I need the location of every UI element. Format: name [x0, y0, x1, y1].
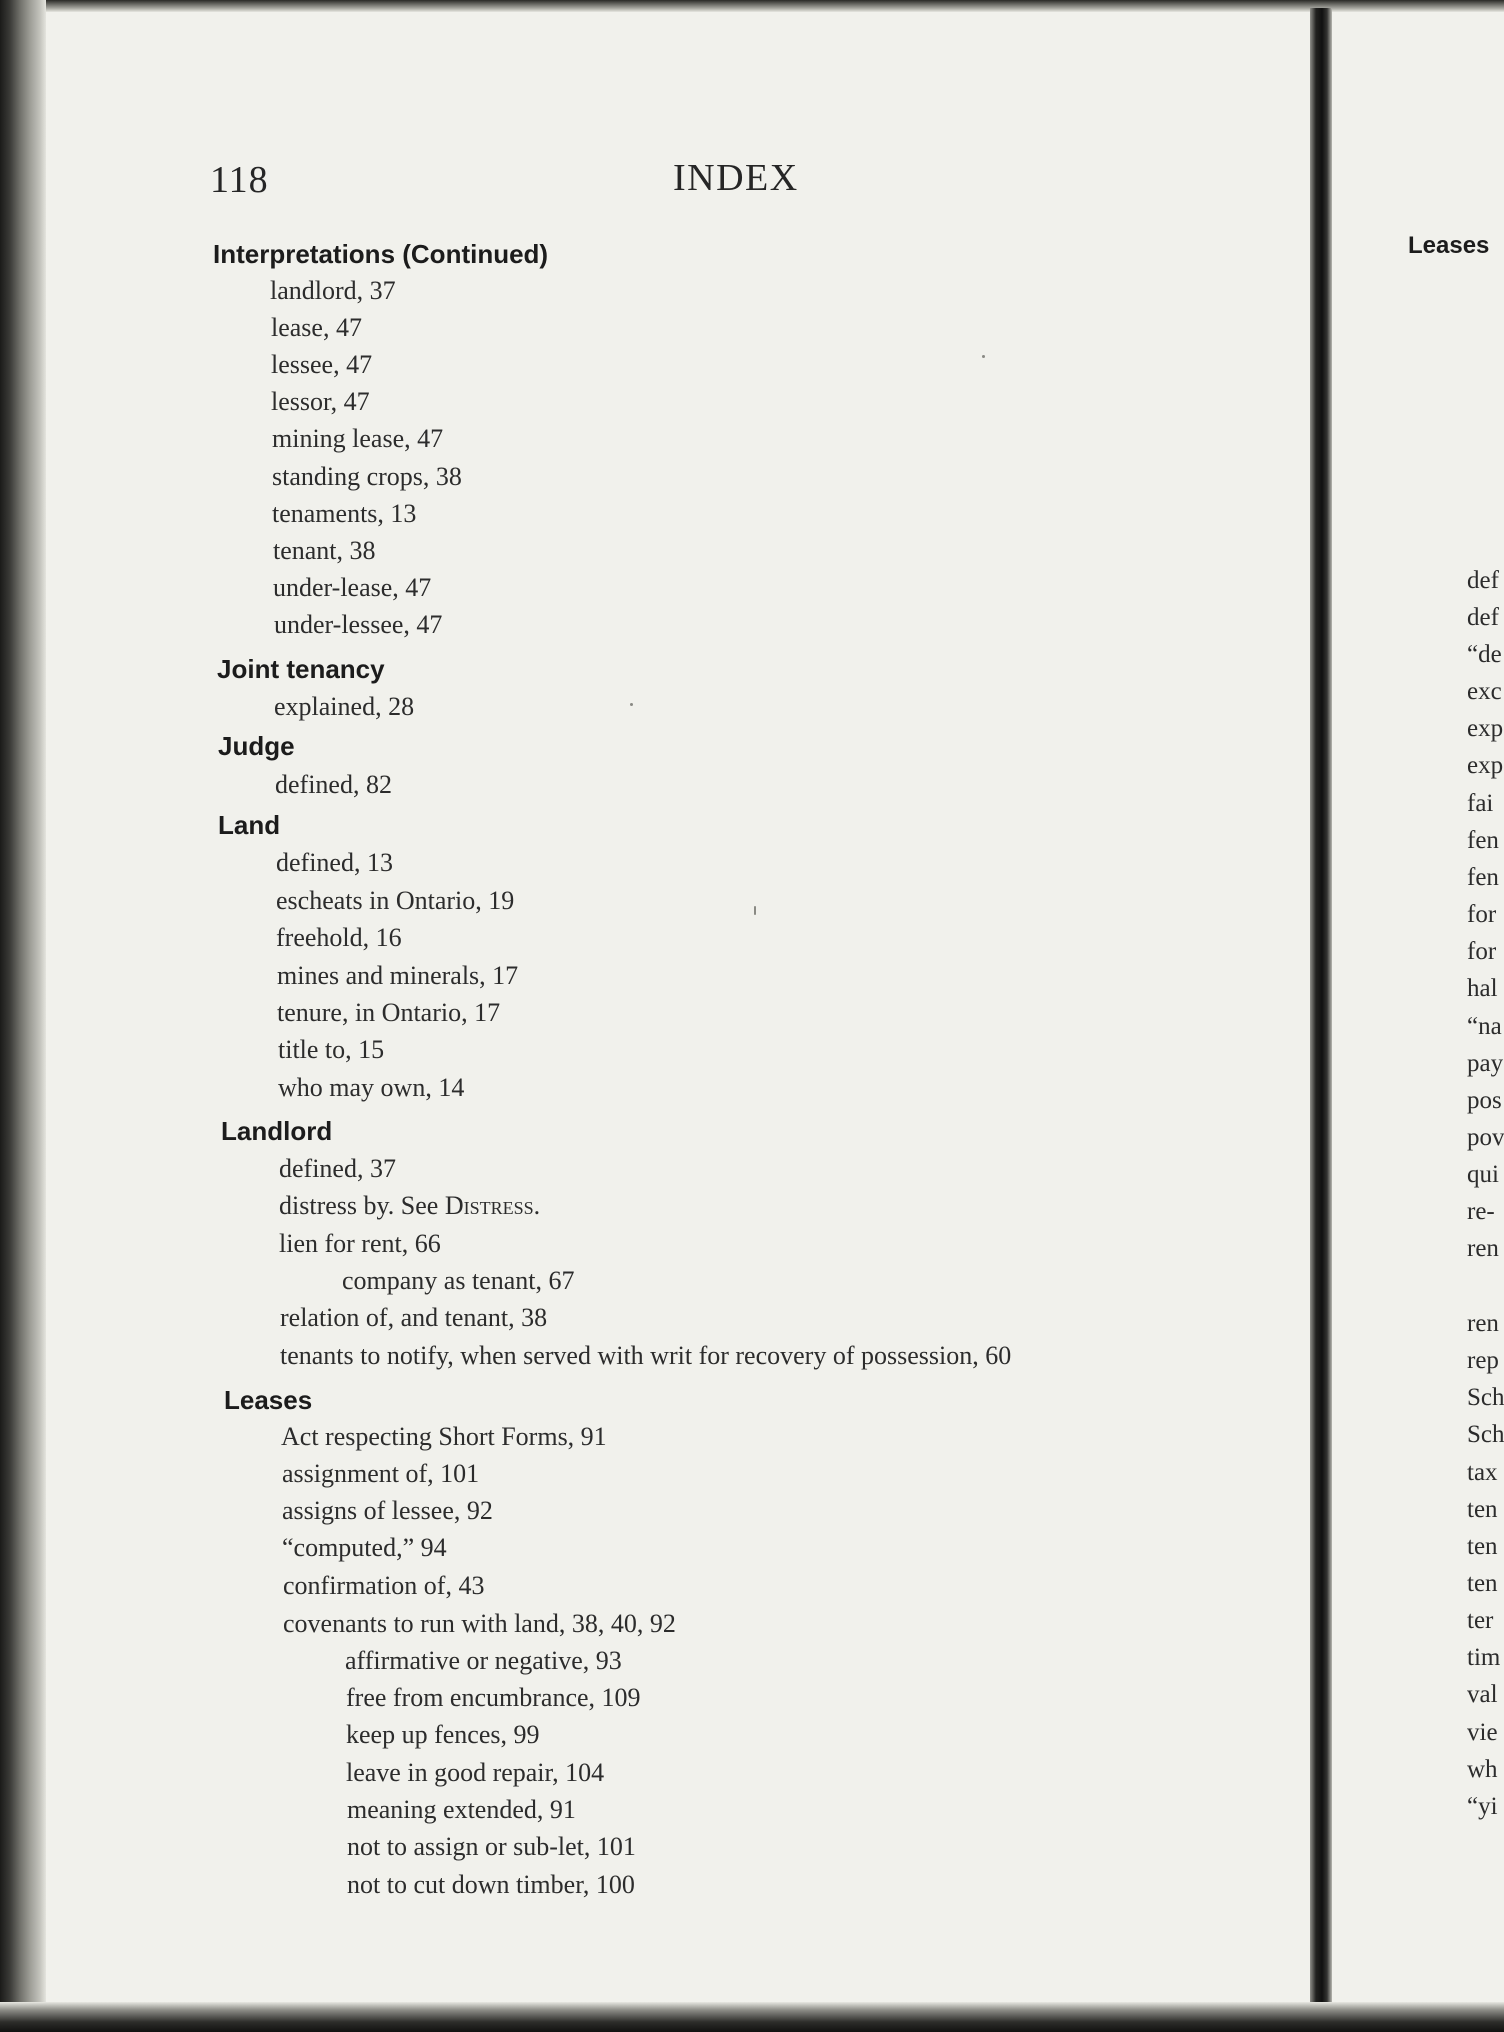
facing-page-fragment: qui: [1467, 1161, 1499, 1188]
entry-text: Judge: [218, 731, 295, 761]
entry-text: leave in good repair, 104: [346, 1758, 605, 1787]
entry-text: lessor, 47: [271, 387, 370, 416]
facing-page-fragment: Sch: [1467, 1384, 1504, 1411]
facing-page-fragment: “na: [1467, 1013, 1502, 1040]
facing-page-fragment: ten: [1467, 1496, 1498, 1523]
index-subentry: [278, 1072, 464, 1104]
facing-page-fragment: ren: [1467, 1235, 1499, 1262]
running-head: INDEX: [673, 157, 799, 199]
entry-text: relation of, and tenant, 38: [280, 1303, 548, 1332]
facing-page-fragment: rep: [1467, 1347, 1499, 1374]
entry-text: tenant, 38: [273, 536, 376, 565]
index-subentry: [271, 349, 372, 381]
entry-text: tenaments, 13: [272, 499, 417, 528]
index-subentry: [283, 1570, 484, 1602]
entry-text: distress by. See: [279, 1191, 439, 1220]
index-subentry: [274, 691, 414, 723]
index-subentry: [279, 1228, 441, 1260]
entry-text: defined, 37: [279, 1154, 396, 1183]
entry-text: landlord, 37: [270, 276, 396, 305]
entry-text: assigns of lessee, 92: [282, 1496, 493, 1525]
entry-text: standing crops, 38: [272, 462, 462, 491]
entry-text: not to cut down timber, 100: [347, 1870, 635, 1899]
entry-text: lease, 47: [271, 313, 362, 342]
entry-text: not to assign or sub-let, 101: [347, 1832, 636, 1861]
entry-text: defined, 13: [276, 848, 393, 877]
facing-page-fragment: “de: [1467, 641, 1502, 668]
facing-page-fragment: pov: [1467, 1124, 1504, 1151]
entry-text: Joint tenancy: [217, 654, 385, 684]
index-subsubentry: [345, 1645, 622, 1677]
entry-text: tenants to notify, when served with writ for recovery of possession, 60: [280, 1341, 1012, 1370]
facing-page-fragment: val: [1467, 1681, 1498, 1708]
entry-text: keep up fences, 99: [346, 1720, 540, 1749]
entry-text: title to, 15: [278, 1035, 385, 1064]
entry-text: mining lease, 47: [272, 424, 444, 453]
facing-page-fragment: pay: [1467, 1050, 1504, 1077]
entry-text: explained, 28: [274, 692, 415, 721]
index-subentry: [271, 312, 362, 344]
facing-page-fragment: re-: [1467, 1198, 1495, 1225]
index-heading: [217, 653, 385, 685]
index-subentry: [274, 609, 442, 641]
entry-text: lien for rent, 66: [279, 1229, 441, 1258]
facing-page-fragment: wh: [1467, 1756, 1498, 1783]
page-bottom-edge: [0, 2002, 1504, 2032]
page-top-edge: [0, 0, 1504, 12]
index-subentry: [277, 960, 518, 992]
paper-speck: [982, 355, 985, 358]
page-number: 118: [210, 159, 269, 201]
index-subsubentry: [347, 1831, 636, 1863]
index-subentry: [271, 386, 370, 418]
entry-text: tenure, in Ontario, 17: [277, 998, 501, 1027]
page-gutter: [1310, 8, 1332, 2002]
entry-text: who may own, 14: [278, 1073, 465, 1102]
facing-page-fragment: ten: [1467, 1533, 1498, 1560]
index-subsubentry: [342, 1265, 575, 1297]
facing-page-heading: Leases: [1408, 232, 1490, 259]
facing-page-fragment: fen: [1467, 864, 1499, 891]
facing-page-fragment: def: [1467, 604, 1499, 631]
entry-text: under-lease, 47: [273, 573, 432, 602]
index-heading: [218, 730, 295, 762]
entry-text: company as tenant, 67: [342, 1266, 575, 1295]
index-subsubentry: [347, 1794, 576, 1826]
index-subsubentry: [346, 1682, 641, 1714]
index-subentry: [280, 1340, 1011, 1372]
facing-page-fragment: exp: [1467, 752, 1504, 779]
index-subsubentry: [347, 1869, 635, 1901]
entry-text: escheats in Ontario, 19: [276, 886, 515, 915]
entry-text: lessee, 47: [271, 350, 373, 379]
index-subentry: [283, 1608, 676, 1640]
entry-text: meaning extended, 91: [347, 1795, 576, 1824]
index-subentry: [272, 423, 443, 455]
entry-text: Land: [218, 810, 281, 840]
paper-speck: [754, 906, 756, 915]
index-subentry: [273, 535, 376, 567]
entry-text: covenants to run with land, 38, 40, 92: [283, 1609, 676, 1638]
entry-text: mines and minerals, 17: [277, 961, 519, 990]
facing-page-fragment: hal: [1467, 975, 1498, 1002]
entry-text: freehold, 16: [276, 923, 402, 952]
entry-text: Landlord: [221, 1116, 333, 1146]
entry-text: Leases: [224, 1385, 313, 1415]
entry-text: under-lessee, 47: [274, 610, 443, 639]
index-subentry: [282, 1495, 493, 1527]
facing-page-fragment: for: [1467, 938, 1497, 965]
index-subentry: [277, 997, 500, 1029]
index-subentry: [272, 498, 416, 530]
facing-page-fragment: exp: [1467, 715, 1504, 742]
facing-page-fragment: vie: [1467, 1719, 1498, 1746]
index-subentry: [270, 275, 396, 307]
entry-text: assignment of, 101: [282, 1459, 480, 1488]
index-subentry: [282, 1532, 447, 1564]
facing-page-fragment: fen: [1467, 827, 1499, 854]
index-subentry: [279, 1190, 540, 1222]
index-subentry: [276, 847, 393, 879]
entry-text: Act respecting Short Forms, 91: [281, 1422, 607, 1451]
index-subentry: [276, 922, 402, 954]
index-heading: [218, 809, 280, 841]
facing-page-fragment: “yi: [1467, 1793, 1498, 1820]
facing-page-fragment: pos: [1467, 1087, 1502, 1114]
facing-page-fragment: ren: [1467, 1310, 1499, 1337]
facing-page-fragment: Sch: [1467, 1421, 1504, 1448]
facing-page-fragment: fai: [1467, 790, 1494, 817]
index-subentry: [279, 1153, 396, 1185]
index-heading: [224, 1384, 312, 1416]
facing-page-fragment: tax: [1467, 1459, 1498, 1486]
entry-text: “computed,” 94: [282, 1533, 447, 1562]
index-subentry: [276, 885, 514, 917]
entry-text: Interpretations (Continued): [213, 239, 549, 269]
index-subentry: [280, 1302, 547, 1334]
index-subsubentry: [346, 1757, 604, 1789]
index-subentry: [281, 1421, 607, 1453]
index-subsubentry: [346, 1719, 539, 1751]
index-subentry: [272, 461, 462, 493]
facing-page-fragment: ter: [1467, 1607, 1494, 1634]
entry-text: defined, 82: [275, 770, 392, 799]
index-heading: [213, 238, 548, 270]
paper-speck: [630, 703, 633, 706]
book-spine-edge: [0, 0, 46, 2032]
entry-text: confirmation of, 43: [283, 1571, 485, 1600]
index-subentry: [275, 769, 392, 801]
index-subentry: [278, 1034, 384, 1066]
index-subentry: [273, 572, 431, 604]
entry-text: affirmative or negative, 93: [345, 1646, 622, 1675]
facing-page-fragment: ten: [1467, 1570, 1498, 1597]
cross-reference: Distress.: [438, 1191, 541, 1220]
facing-page-fragment: def: [1467, 567, 1499, 594]
entry-text: free from encumbrance, 109: [346, 1683, 641, 1712]
index-heading: [221, 1115, 332, 1147]
facing-page-fragment: tim: [1467, 1644, 1501, 1671]
facing-page-fragment: exc: [1467, 678, 1502, 705]
index-subentry: [282, 1458, 479, 1490]
facing-page-fragment: for: [1467, 901, 1497, 928]
